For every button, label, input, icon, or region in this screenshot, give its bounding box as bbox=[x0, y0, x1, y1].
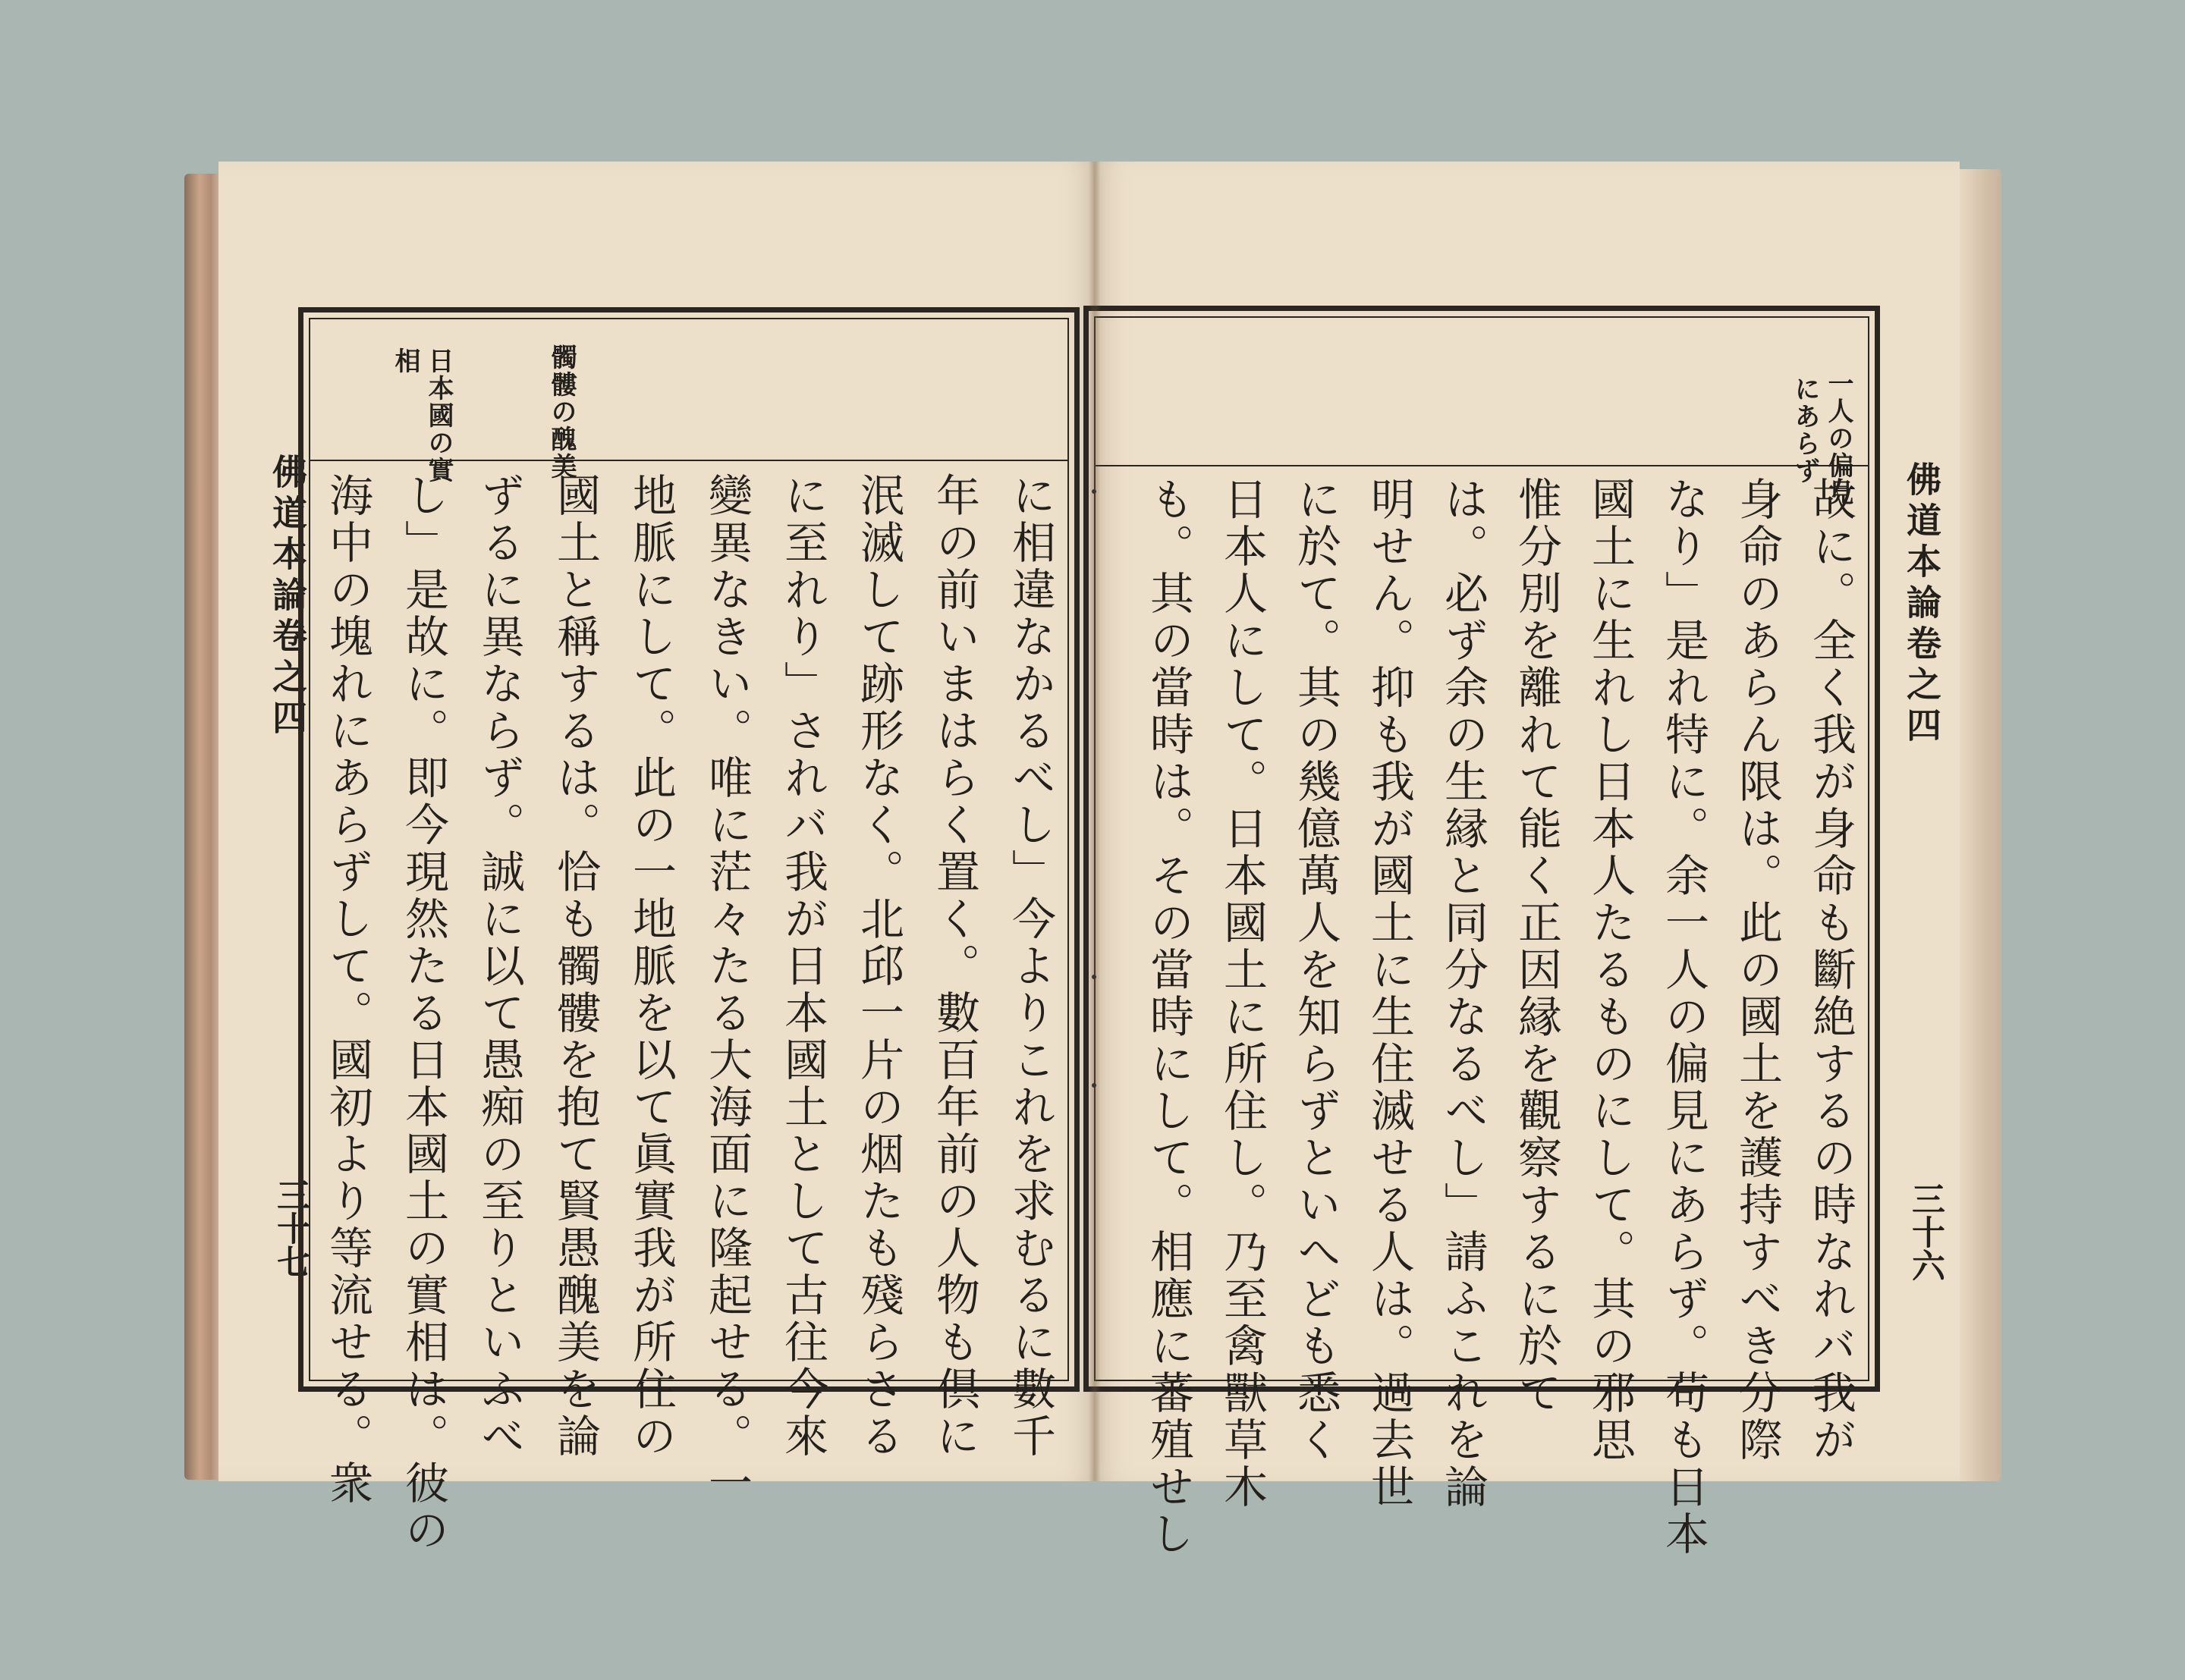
text-column: 明せん。抑も我が國土に生住滅せる人は。過去世 bbox=[1363, 476, 1415, 1511]
open-book bbox=[184, 162, 2001, 1558]
right-page-edges bbox=[1960, 169, 2001, 1481]
text-column: し」是故に。即今現然たる日本國土の實相は。彼の bbox=[398, 473, 449, 1554]
text-column: ずるに異ならず。誠に以て愚痴の至りといふべ bbox=[473, 473, 525, 1460]
text-column: 國土に生れし日本人たるものにして。其の邪思 bbox=[1584, 476, 1636, 1464]
running-title: 佛道本論卷之四 bbox=[267, 454, 308, 740]
page-number: 三十六 bbox=[1906, 1182, 1944, 1282]
margin-note: 日本國の實 bbox=[423, 347, 454, 484]
text-column: に至れり」されバ我が日本國土として古往今來 bbox=[777, 473, 828, 1460]
text-column: に於て。其の幾億萬人を知らずといへども悉く bbox=[1290, 476, 1341, 1464]
text-column: 故に。全く我が身命も斷絶するの時なれバ我が bbox=[1805, 476, 1856, 1464]
right-page bbox=[1095, 162, 1960, 1558]
stitch-hole bbox=[1092, 975, 1096, 979]
text-column: 海中の塊れにあらずして。國初より等流せる。衆 bbox=[322, 473, 373, 1507]
margin-note: 一人の偏見 bbox=[1823, 370, 1853, 507]
running-title: 佛道本論卷之四 bbox=[1901, 461, 1942, 748]
header-rule bbox=[1096, 465, 1868, 466]
text-column: 年の前いまはらく置く。數百年前の人物も倶に bbox=[929, 473, 980, 1460]
text-column: も。其の當時は。その當時にして。相應に蕃殖せし bbox=[1143, 476, 1194, 1558]
text-column: なり」是れ特に。余一人の偏見にあらず。苟も日本 bbox=[1658, 476, 1709, 1558]
text-column: 國土と稱するは。恰も髑髏を抱て賢愚醜美を論 bbox=[549, 473, 601, 1460]
text-column: 變異なきい。唯に茫々たる大海面に隆起せる。一 bbox=[701, 473, 753, 1507]
text-column: に相違なかるべし」今よりこれを求むるに數千 bbox=[1004, 473, 1056, 1460]
left-page bbox=[218, 162, 1095, 1554]
stitch-hole bbox=[1092, 306, 1096, 310]
text-column: は。必ず余の生縁と同分なるべし」請ふこれを論 bbox=[1437, 476, 1489, 1511]
stitch-hole bbox=[1092, 489, 1096, 494]
stitch-hole bbox=[1092, 1083, 1096, 1088]
text-column: 日本人にして。日本國土に所住し。乃至禽獸草木 bbox=[1216, 476, 1268, 1511]
left-page-edges bbox=[184, 174, 222, 1480]
margin-note: 相 bbox=[390, 347, 420, 375]
book-gutter bbox=[1089, 162, 1101, 1481]
text-column: 泯滅して跡形なく。北邱一片の烟たも殘らさる bbox=[853, 473, 904, 1460]
text-column: 惟分別を離れて能く正因縁を觀察するに於て bbox=[1511, 476, 1562, 1417]
text-column: 身命のあらん限は。此の國土を護持すべき分際 bbox=[1731, 476, 1783, 1464]
margin-note: 髑髏の醜美 bbox=[546, 344, 577, 480]
text-column: 地脈にして。此の一地脈を以て眞實我が所住の bbox=[625, 473, 677, 1460]
page-number: 三十七 bbox=[271, 1178, 310, 1278]
margin-note: にあらず bbox=[1790, 375, 1820, 485]
